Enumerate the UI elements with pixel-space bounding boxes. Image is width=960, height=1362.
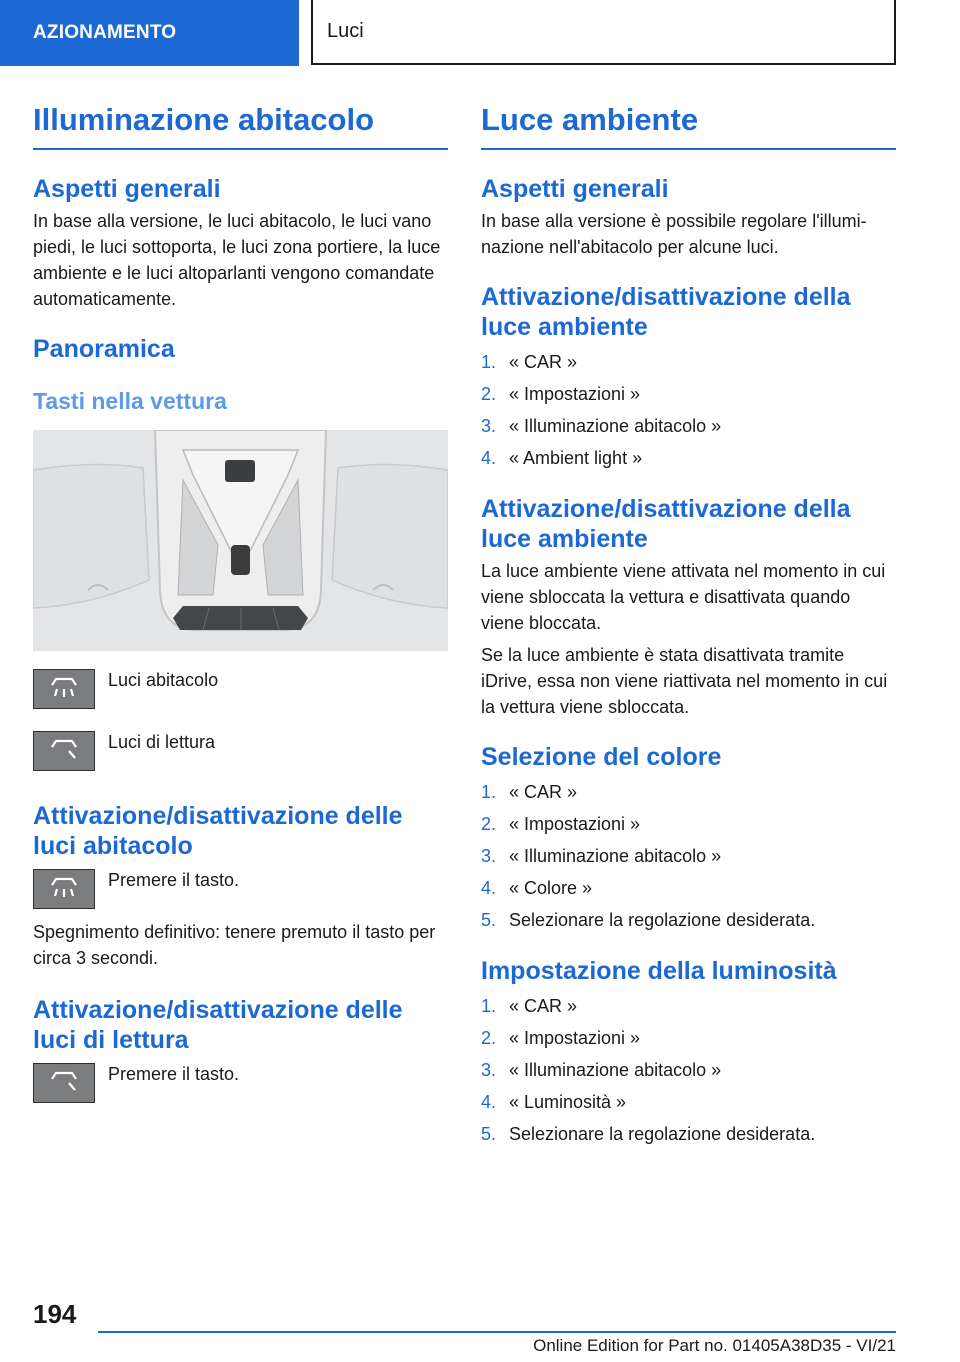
ambient-general-text: In base alla versione è possibile regolare l'illuminazione nell'abitacolo per alcune luci. <box>481 211 867 257</box>
ambient-toggle-text-2: Se la luce ambiente è stata disattivata tramite iDrive, essa non viene riattivata nel momento in cui la vettura viene sbloccata. <box>481 645 888 717</box>
general-text: In base alla versione, le luci abitacolo, le luci vano piedi, le luci sottoporta, le luci zona portiere, la luce ambiente e le luci altoparlanti vengono comandate automaticamente. <box>33 211 441 309</box>
heading-overview: Panoramica <box>33 335 175 363</box>
roof-console-illustration <box>33 430 448 651</box>
reading-light-icon <box>33 731 95 771</box>
reading-toggle-key <box>33 1061 448 1103</box>
key-reading-light <box>33 729 448 771</box>
list-item: 3. « Illuminazione abitacolo » <box>481 846 722 866</box>
section-tab: AZIONAMENTO <box>0 0 299 66</box>
list-item: 5. Selezionare la regolazione desiderata. <box>481 1124 816 1144</box>
brightness-steps <box>481 990 896 1150</box>
list-item: 3. « Illuminazione abitacolo » <box>481 1060 722 1080</box>
page-number: 194 <box>33 1299 77 1329</box>
edition-note: Online Edition for Part no. 01405A38D35 - VI/21 <box>533 1336 896 1355</box>
list-item: 1. « CAR » <box>481 996 578 1016</box>
key-label-interior: Luci abitacolo <box>108 670 219 690</box>
key-interior-light <box>33 667 448 709</box>
interior-toggle-instruction: Premere il tasto. <box>108 870 240 890</box>
heading-reading-toggle: Attivazione/disattivazione delle luci di lettura <box>33 996 403 1054</box>
chapter-tab: Luci <box>311 0 896 65</box>
color-steps <box>481 776 896 936</box>
list-item: 2. « Impostazioni » <box>481 814 641 834</box>
interior-toggle-text: Spegnimento definitivo: tenere premuto il tasto per circa 3 secondi. <box>33 922 436 968</box>
list-item: 2. « Impostazioni » <box>481 1028 641 1048</box>
section-title-interior-lighting: Illuminazione abitacolo <box>33 100 448 150</box>
list-item: 1. « CAR » <box>481 352 578 372</box>
list-item: 1. « CAR » <box>481 782 578 802</box>
heading-color-selection: Selezione del colore <box>481 743 722 771</box>
subheading-buttons: Tasti nella vettura <box>33 388 227 414</box>
heading-general-ambient: Aspetti generali <box>481 175 669 203</box>
heading-ambient-toggle-2: Attivazione/disattivazione della luce ambiente <box>481 495 851 553</box>
right-column <box>481 100 896 1150</box>
list-item: 4. « Colore » <box>481 878 593 898</box>
list-item: 2. « Impostazioni » <box>481 384 641 404</box>
page-header <box>0 0 960 66</box>
section-title-ambient-light: Luce ambiente <box>481 100 896 150</box>
heading-interior-toggle: Attivazione/disattivazione delle luci abitacolo <box>33 802 403 860</box>
ambient-toggle-steps <box>481 346 896 474</box>
heading-brightness: Impostazione della luminosità <box>481 957 837 985</box>
list-item: 3. « Illuminazione abitacolo » <box>481 416 722 436</box>
reading-toggle-instruction: Premere il tasto. <box>108 1064 240 1084</box>
heading-ambient-toggle-1: Attivazione/disattivazione della luce ambiente <box>481 283 851 341</box>
list-item: 4. « Ambient light » <box>481 448 643 468</box>
key-label-reading: Luci di lettura <box>108 732 216 752</box>
list-item: 4. « Luminosità » <box>481 1092 627 1112</box>
list-item: 5. Selezionare la regolazione desiderata. <box>481 910 816 930</box>
heading-general: Aspetti generali <box>33 175 221 203</box>
interior-toggle-key <box>33 867 448 909</box>
left-column <box>33 100 448 1103</box>
interior-light-icon <box>33 869 95 909</box>
ambient-toggle-text-1: La luce ambiente viene attivata nel momento in cui viene sbloccata la vettura e disattivata quando viene bloccata. <box>481 561 886 633</box>
reading-light-icon <box>33 1063 95 1103</box>
roof-console-photo <box>33 430 448 651</box>
interior-light-icon <box>33 669 95 709</box>
